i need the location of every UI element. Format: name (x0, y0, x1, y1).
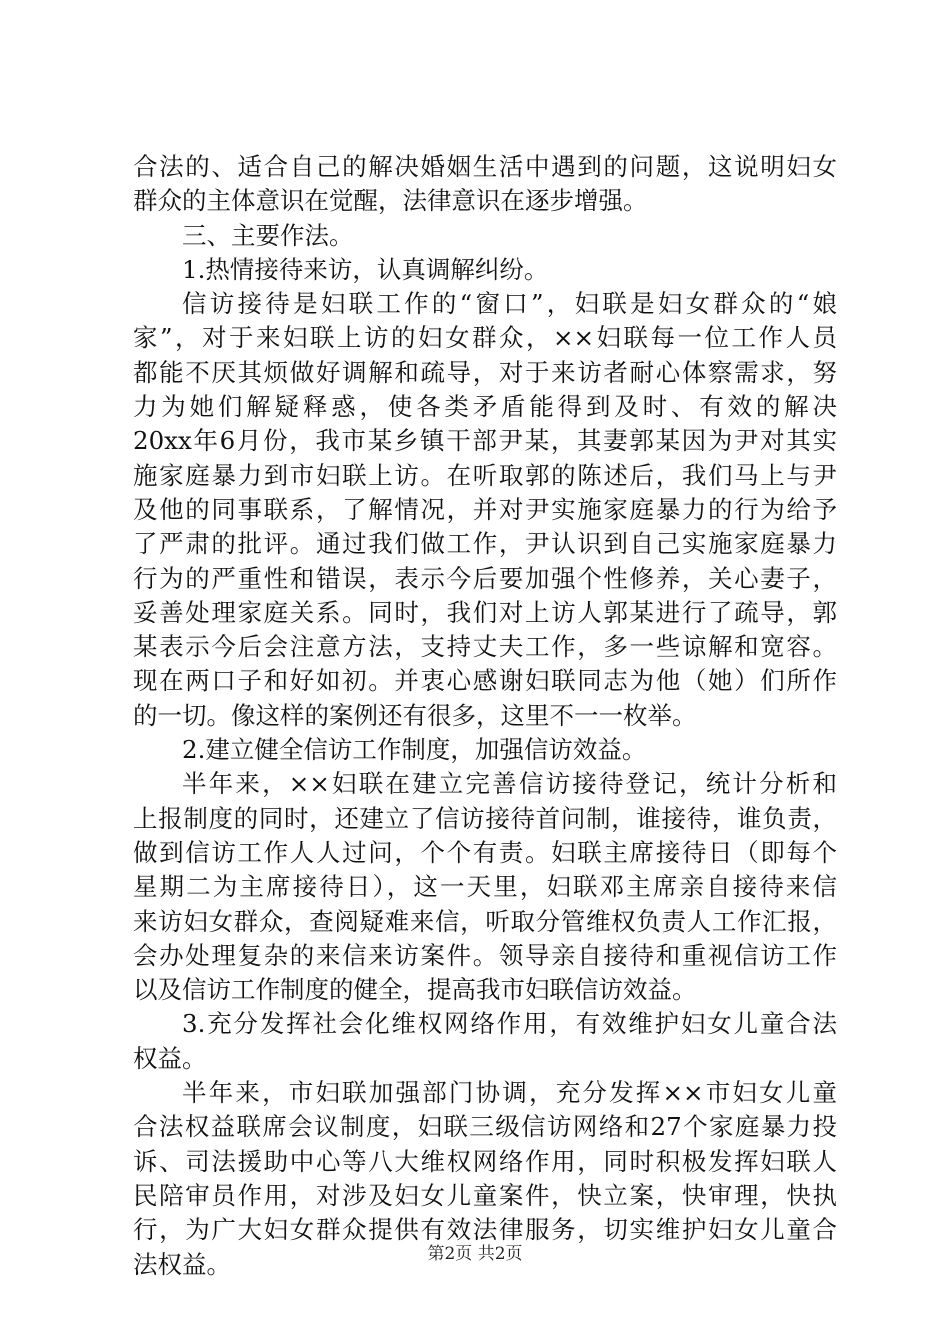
text-line: 了严肃的批评。通过我们做工作，尹认识到自己实施家庭暴力 (133, 529, 837, 559)
text-line: 施家庭暴力到市妇联上访。在听取郭的陈述后，我们马上与尹 (133, 460, 837, 490)
text-line: 星期二为主席接待日），这一天里，妇联邓主席亲自接待来信 (133, 872, 837, 902)
text-line: 及他的同事联系，了解情况，并对尹实施家庭暴力的行为给予 (133, 494, 837, 524)
text-line: 法权益。 (133, 1249, 231, 1279)
text-line: 现在两口子和好如初。并衷心感谢妇联同志为他（她）们所作 (133, 666, 837, 696)
page-number-footer: 第2页 共2页 (427, 1244, 523, 1264)
text-line: 行为的严重性和错误，表示今后要加强个性修养，关心妻子， (133, 563, 837, 593)
text-line: 行，为广大妇女群众提供有效法律服务，切实维护妇女儿童合 (133, 1215, 837, 1245)
text-line: 来访妇女群众，查阅疑难来信，听取分管维权负责人工作汇报， (133, 906, 837, 936)
text-line: 会办处理复杂的来信来访案件。领导亲自接待和重视信访工作 (133, 940, 837, 970)
text-line: 民陪审员作用，对涉及妇女儿童案件，快立案，快审理，快执 (133, 1180, 837, 1210)
text-line: 都能不厌其烦做好调解和疏导，对于来访者耐心体察需求，努 (133, 357, 837, 387)
text-line: 合法权益联席会议制度，妇联三级信访网络和27个家庭暴力投 (133, 1112, 837, 1142)
text-line: 合法的、适合自己的解决婚姻生活中遇到的问题，这说明妇女 (133, 152, 837, 181)
text-line: 20xx年6月份，我市某乡镇干部尹某，其妻郭某因为尹对其实 (133, 426, 837, 456)
subsection-heading: 3.充分发挥社会化维权网络作用，有效维护妇女儿童合法 (182, 1009, 837, 1039)
text-line: 上报制度的同时，还建立了信访接待首问制，谁接待，谁负责， (133, 803, 837, 833)
text-line: 力为她们解疑释惑，使各类矛盾能得到及时、有效的解决 (133, 392, 837, 422)
text-line: 以及信访工作制度的健全，提高我市妇联信访效益。 (133, 975, 697, 1005)
document-body (133, 150, 837, 1282)
text-line: 妥善处理家庭关系。同时，我们对上访人郭某进行了疏导，郭 (133, 597, 837, 627)
section-heading: 三、主要作法。 (182, 220, 354, 250)
text-line: 信访接待是妇联工作的“窗口”，妇联是妇女群众的“娘 (182, 289, 837, 319)
text-line: 某表示今后会注意方法，支持丈夫工作，多一些谅解和宽容。 (133, 632, 837, 662)
text-line: 半年来，市妇联加强部门协调，充分发挥××市妇女儿童 (182, 1078, 837, 1108)
subsection-heading: 1.热情接待来访，认真调解纠纷。 (182, 254, 549, 284)
text-line: 诉、司法援助中心等八大维权网络作用，同时积极发挥妇联人 (133, 1146, 837, 1176)
subsection-heading: 权益。 (133, 1043, 207, 1073)
text-line: 家”，对于来妇联上访的妇女群众，××妇联每一位工作人员 (133, 323, 837, 353)
text-line: 做到信访工作人人过问，个个有责。妇联主席接待日（即每个 (133, 837, 837, 867)
text-line: 半年来，××妇联在建立完善信访接待登记，统计分析和 (182, 769, 837, 799)
text-line: 群众的主体意识在觉醒，法律意识在逐步增强。 (133, 186, 648, 216)
subsection-heading: 2.建立健全信访工作制度，加强信访效益。 (182, 735, 647, 765)
text-line: 的一切。像这样的案例还有很多，这里不一一枚举。 (133, 700, 697, 730)
